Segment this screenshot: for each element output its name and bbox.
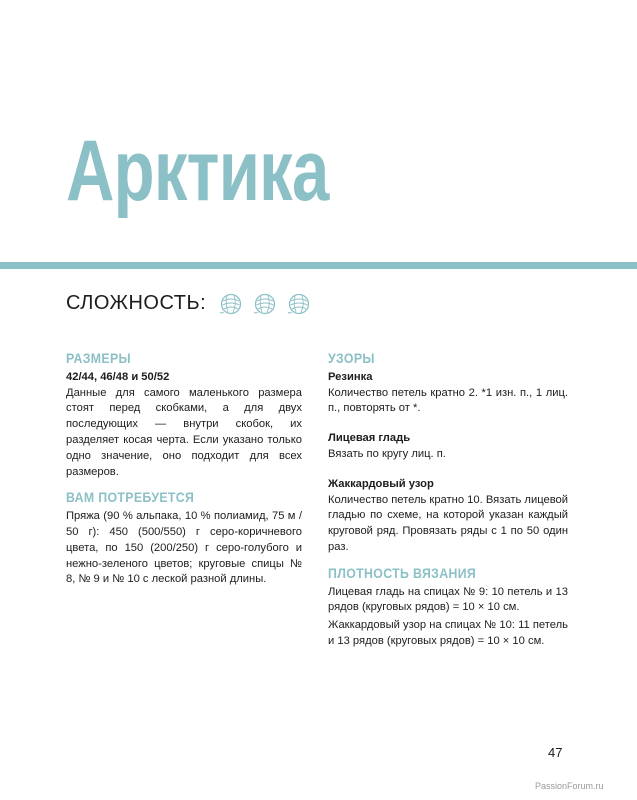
materials-heading: ВАМ ПОТРЕБУЕТСЯ [66,489,195,506]
page-number: 47 [548,745,563,760]
difficulty-label: СЛОЖНОСТЬ: [66,292,207,314]
yarn-ball-icon [254,293,276,315]
gauge-line: Жаккардовый узор на спицах № 10: 11 петель и 13 рядов (круговых рядов) = 10 × 10 см. [328,619,568,647]
gauge-line: Лицевая гладь на спицах № 9: 10 петель и 13 рядов (круговых рядов) = 10 × 10 см. [328,585,568,614]
sizes-text: Данные для самого маленького размера стоят перед скобками, а для двух последующих — внутри скобок, их разделяет косая черта. Если указано только одно значение, оно подходит для всех размеров. [66,386,302,478]
patterns-heading: УЗОРЫ [328,350,375,366]
page-title: Арктика [66,123,329,219]
watermark: PassionForum.ru [535,781,604,791]
right-column [328,351,568,650]
pattern-name: Жаккардовый узор [328,477,434,490]
title-divider [0,262,637,269]
materials-text: Пряжа (90 % альпака, 10 % полиамид, 75 м / 50 г): 450 (500/550) г серо-коричневого цвета, по 150 (200/250) г серо-голубого и нежно-зеленого цветов; круговые спицы № 8, № 9 и № 10 с леской разной длины. [66,510,302,586]
yarn-ball-icon [220,293,242,315]
sizes-heading: РАЗМЕРЫ [66,350,131,366]
pattern-name: Лицевая гладь [328,432,411,445]
pattern-name: Резинка [328,370,373,383]
pattern-text: Количество петель кратно 2. *1 изн. п., 1 лиц. п., повторять от *. [328,386,568,415]
gauge-heading: ПЛОТНОСТЬ ВЯЗАНИЯ [328,564,477,581]
yarn-ball-icon [288,293,310,315]
sizes-values: 42/44, 46/48 и 50/52 [66,370,170,383]
pattern-text: Количество петель кратно 10. Вязать лицевой гладью по схеме, на которой указан каждый круговой ряд. Провязать ряды с 1 по 50 один раз. [328,493,568,553]
pattern-text: Вязать по кругу лиц. п. [328,447,446,460]
left-column [66,351,302,588]
difficulty-rating [66,292,322,315]
